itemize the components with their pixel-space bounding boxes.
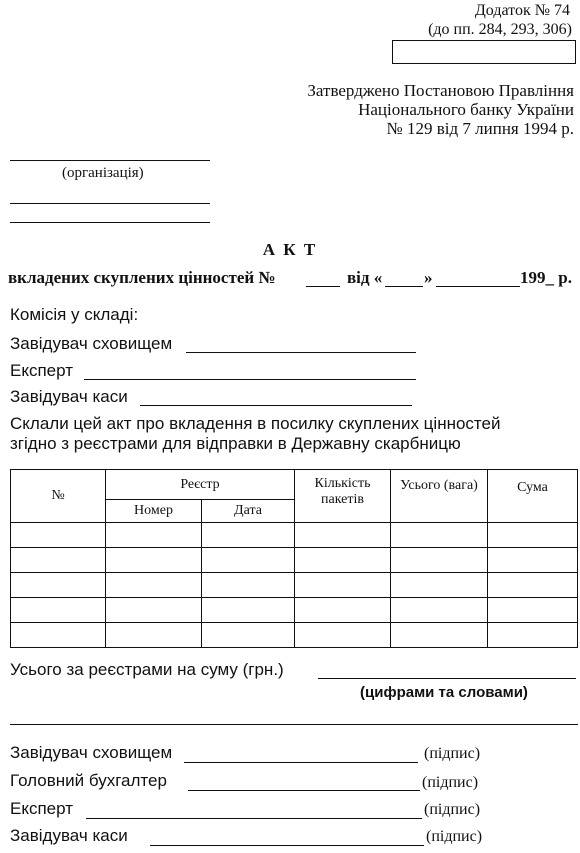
sig-expert-sign: (підпис): [424, 801, 481, 818]
col-reg-number: Номер: [106, 500, 202, 523]
storage-head-label: Завідувач сховищем: [10, 334, 173, 353]
table-cell[interactable]: [202, 523, 295, 548]
table-cell[interactable]: [106, 623, 202, 648]
col-number-sign: №: [11, 470, 106, 523]
table-cell[interactable]: [11, 548, 106, 573]
table-cell[interactable]: [202, 598, 295, 623]
subtitle-from: від «: [347, 268, 383, 287]
col-sum-text: Сума: [517, 480, 548, 495]
table-cell[interactable]: [295, 573, 391, 598]
act-day-field[interactable]: [385, 286, 423, 287]
organization-line-2[interactable]: [10, 203, 210, 204]
table-cell[interactable]: [488, 623, 578, 648]
table-row: [11, 573, 578, 598]
table-cell[interactable]: [391, 598, 488, 623]
sig-cash-head-label: Завідувач каси: [10, 826, 128, 845]
sig-storage-head-label: Завідувач сховищем: [10, 743, 173, 762]
subtitle-text: вкладених скуплених цінностей №: [8, 268, 276, 287]
table-row: [11, 598, 578, 623]
table-cell[interactable]: [202, 623, 295, 648]
table-cell[interactable]: [106, 523, 202, 548]
totals-note: (цифрами та словами): [360, 684, 528, 701]
col-total-weight-text: Усього (вага): [400, 478, 478, 493]
table-cell[interactable]: [106, 573, 202, 598]
organization-label: (організація): [62, 165, 144, 181]
col-packets-text: Кількість пакетів: [314, 476, 371, 507]
approval-line-1: Затверджено Постановою Правління: [307, 81, 574, 100]
subtitle-quote-close: »: [424, 268, 433, 287]
sig-storage-head-field[interactable]: [184, 762, 418, 763]
table-cell[interactable]: [11, 573, 106, 598]
appendix-reference: (до пп. 284, 293, 306): [428, 21, 572, 38]
table-cell[interactable]: [488, 573, 578, 598]
expert-label: Експерт: [10, 361, 73, 380]
expert-field[interactable]: [84, 379, 416, 380]
cash-head-label: Завідувач каси: [10, 387, 128, 406]
form-code-box[interactable]: [392, 40, 576, 64]
sig-expert-label: Експерт: [10, 799, 73, 818]
table-cell[interactable]: [202, 573, 295, 598]
table-cell[interactable]: [488, 548, 578, 573]
sig-chief-accountant-sign: (підпис): [422, 774, 479, 791]
col-total-weight: [391, 470, 488, 523]
storage-head-field[interactable]: [186, 352, 416, 353]
act-number-field[interactable]: [306, 286, 340, 287]
sig-storage-head-sign: (підпис): [424, 745, 481, 762]
cash-head-field[interactable]: [140, 405, 412, 406]
registry-table: [10, 469, 578, 648]
table-row: [11, 623, 578, 648]
table-cell[interactable]: [391, 523, 488, 548]
sig-cash-head-field[interactable]: [150, 845, 424, 846]
table-cell[interactable]: [391, 573, 488, 598]
col-registry: Реєстр: [106, 470, 295, 500]
col-sum: [488, 470, 578, 523]
table-cell[interactable]: [391, 548, 488, 573]
table-cell[interactable]: [106, 598, 202, 623]
approval-line-3: № 129 від 7 липня 1994 р.: [386, 119, 574, 138]
sig-chief-accountant-label: Головний бухгалтер: [10, 771, 167, 790]
totals-label: Усього за реєстрами на суму (грн.): [10, 660, 284, 679]
col-packets: [295, 470, 391, 523]
sig-expert-field[interactable]: [86, 818, 422, 819]
table-cell[interactable]: [295, 623, 391, 648]
table-cell[interactable]: [295, 548, 391, 573]
approval-line-2: Національного банку України: [358, 100, 574, 119]
table-cell[interactable]: [488, 598, 578, 623]
table-cell[interactable]: [202, 548, 295, 573]
sig-chief-accountant-field[interactable]: [188, 790, 420, 791]
document-subtitle: [8, 268, 276, 288]
col-reg-date: Дата: [202, 500, 295, 523]
table-cell[interactable]: [11, 523, 106, 548]
table-cell[interactable]: [11, 598, 106, 623]
totals-words-field[interactable]: [10, 724, 578, 725]
table-cell[interactable]: [391, 623, 488, 648]
act-month-field[interactable]: [436, 286, 520, 287]
subtitle-year: 199_ р.: [520, 268, 572, 287]
table-row: [11, 548, 578, 573]
document-title: А К Т: [262, 240, 318, 259]
totals-field[interactable]: [318, 678, 576, 679]
table-cell[interactable]: [106, 548, 202, 573]
table-cell[interactable]: [295, 523, 391, 548]
appendix-number: Додаток № 74: [474, 2, 570, 19]
organization-line[interactable]: [10, 160, 210, 161]
commission-heading: Комісія у складі:: [10, 305, 139, 324]
organization-line-3[interactable]: [10, 222, 210, 223]
table-cell[interactable]: [295, 598, 391, 623]
statement-line-2: згідно з реєстрами для відправки в Державну скарбницю: [10, 434, 461, 453]
statement-line-1: Склали цей акт про вкладення в посилку скуплених цінностей: [10, 414, 501, 433]
table-row: [11, 523, 578, 548]
table-cell[interactable]: [11, 623, 106, 648]
sig-cash-head-sign: (підпис): [426, 828, 483, 845]
table-cell[interactable]: [488, 523, 578, 548]
